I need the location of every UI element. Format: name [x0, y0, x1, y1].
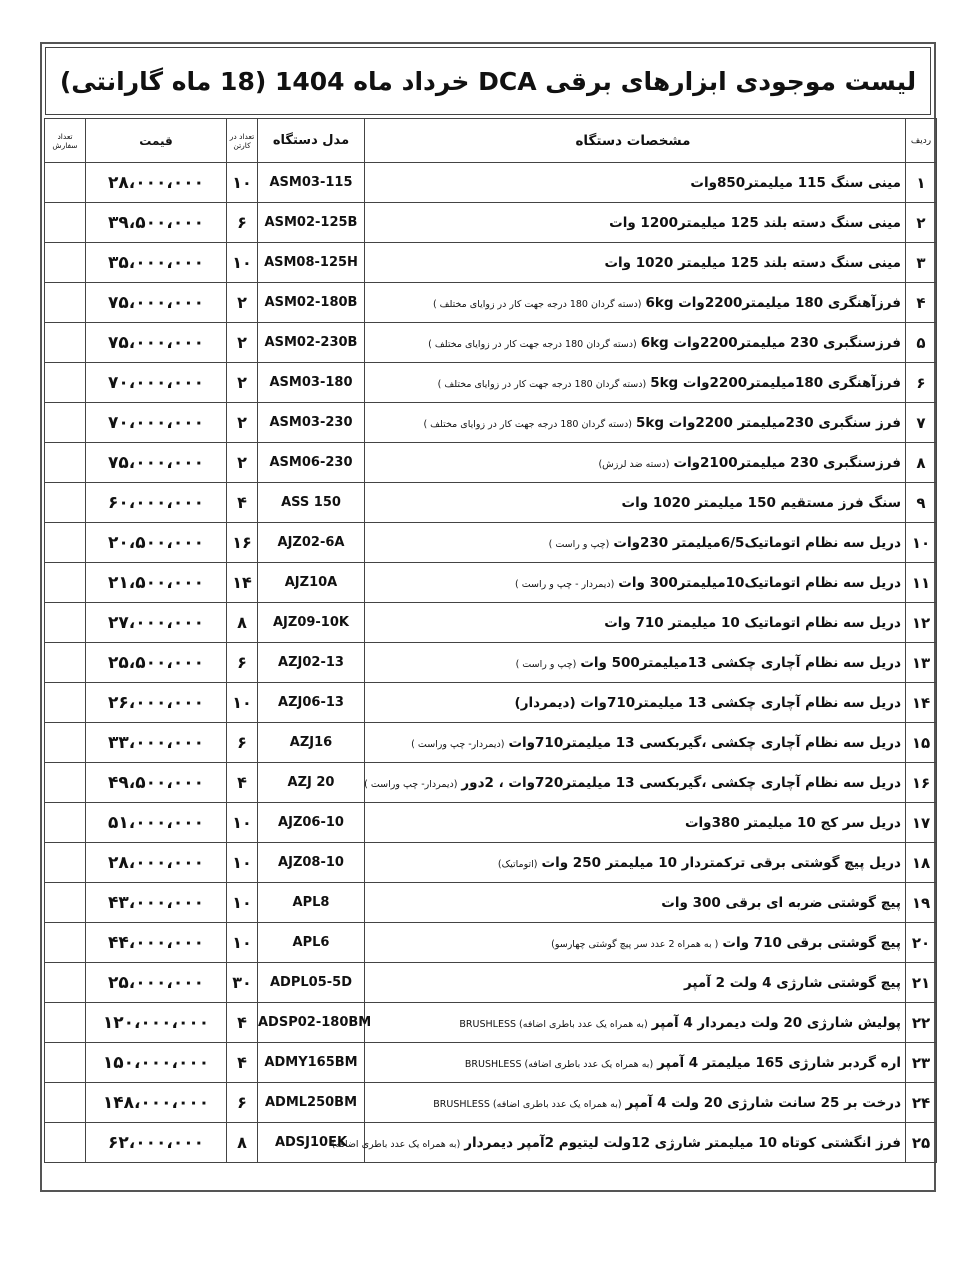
- row-order-qty-input[interactable]: [45, 443, 86, 483]
- row-price: ۷۵،۰۰۰،۰۰۰: [86, 283, 227, 323]
- row-description-cell: [365, 283, 906, 323]
- row-description: اره گردبر شارژی 165 میلیمتر 4 آمپر: [657, 1054, 901, 1071]
- row-model: AZJ16: [258, 723, 365, 763]
- row-description-cell: [365, 603, 906, 643]
- row-model: AJZ10A: [258, 563, 365, 603]
- row-number: ۱: [906, 163, 937, 203]
- row-order-qty-input[interactable]: [45, 603, 86, 643]
- row-model: ASM03-180: [258, 363, 365, 403]
- row-price: ۲۸،۰۰۰،۰۰۰: [86, 843, 227, 883]
- row-description: مینی سنگ دسته بلند 125 میلیمتر 1020 وات: [604, 254, 901, 271]
- row-model: AJZ06-10: [258, 803, 365, 843]
- row-price: ۲۰،۵۰۰،۰۰۰: [86, 523, 227, 563]
- row-description-cell: [365, 1043, 906, 1083]
- row-number: ۸: [906, 443, 937, 483]
- row-model: ASM02-125B: [258, 203, 365, 243]
- row-price: ۵۱،۰۰۰،۰۰۰: [86, 803, 227, 843]
- row-order-qty-input[interactable]: [45, 1043, 86, 1083]
- row-price: ۲۷،۰۰۰،۰۰۰: [86, 603, 227, 643]
- row-description-cell: [365, 643, 906, 683]
- row-description: دریل سه نظام آچاری چکشی ،گیربکسی 13 میلیمتر710وات: [508, 734, 901, 751]
- row-model: ADSJ10EK: [258, 1123, 365, 1163]
- row-carton-qty: ۴: [227, 1043, 258, 1083]
- row-number: ۱۴: [906, 683, 937, 723]
- row-description: مینی سنگ 115 میلیمتر850وات: [690, 174, 901, 191]
- row-carton-qty: ۲: [227, 403, 258, 443]
- row-note: (دیمردار - چپ و راست ): [514, 578, 615, 590]
- row-price: ۷۵،۰۰۰،۰۰۰: [86, 323, 227, 363]
- row-carton-qty: ۳۰: [227, 963, 258, 1003]
- row-carton-qty: ۱۰: [227, 843, 258, 883]
- header-carton-qty: تعداد در کارتن: [227, 119, 258, 163]
- price-list-sheet: [40, 42, 936, 1192]
- table-row: [45, 963, 937, 1003]
- row-number: ۱۱: [906, 563, 937, 603]
- row-price: ۷۰،۰۰۰،۰۰۰: [86, 403, 227, 443]
- row-price: ۴۳،۰۰۰،۰۰۰: [86, 883, 227, 923]
- row-description: دریل سه نظام آچاری چکشی ،گیربکسی 13 میلیمتر720وات ، 2دور: [461, 774, 901, 791]
- table-body: [45, 163, 937, 1163]
- header-order-qty: تعداد سفارش: [45, 119, 86, 163]
- row-description-cell: [365, 483, 906, 523]
- row-price: ۳۳،۰۰۰،۰۰۰: [86, 723, 227, 763]
- row-carton-qty: ۲: [227, 283, 258, 323]
- row-order-qty-input[interactable]: [45, 923, 86, 963]
- row-carton-qty: ۶: [227, 1083, 258, 1123]
- row-description-cell: [365, 923, 906, 963]
- row-note: (به همراه یک عدد باطری اضافه) BRUSHLESS: [464, 1058, 654, 1070]
- row-note: (دسته گردان 180 درجه جهت کار در زوایای مختلف ): [428, 338, 637, 350]
- row-description-cell: [365, 1003, 906, 1043]
- row-description-cell: [365, 363, 906, 403]
- row-description: دریل سه نظام اتوماتیک10میلیمتر300 وات: [618, 574, 901, 591]
- table-header-row: [45, 119, 937, 163]
- row-order-qty-input[interactable]: [45, 363, 86, 403]
- row-order-qty-input[interactable]: [45, 763, 86, 803]
- row-description: سنگ فرز مستقیم 150 میلیمتر 1020 وات: [621, 494, 901, 511]
- table-row: [45, 323, 937, 363]
- table-row: [45, 363, 937, 403]
- row-price: ۷۵،۰۰۰،۰۰۰: [86, 443, 227, 483]
- row-model: APL8: [258, 883, 365, 923]
- row-description-cell: [365, 683, 906, 723]
- page-title: لیست موجودی ابزارهای برقی DCA خرداد ماه 1404 (18 ماه گارانتی): [59, 66, 917, 96]
- row-description: پولیش شارژی 20 ولت دیمردار 4 آمپر: [651, 1014, 901, 1031]
- row-carton-qty: ۱۶: [227, 523, 258, 563]
- table-row: [45, 443, 937, 483]
- row-order-qty-input[interactable]: [45, 323, 86, 363]
- row-price: ۱۲۰،۰۰۰،۰۰۰: [86, 1003, 227, 1043]
- row-model: ASM02-230B: [258, 323, 365, 363]
- row-order-qty-input[interactable]: [45, 283, 86, 323]
- row-description-cell: [365, 883, 906, 923]
- row-order-qty-input[interactable]: [45, 1003, 86, 1043]
- row-note: ( به همراه 2 عدد سر پیچ گوشتی چهارسو): [551, 938, 719, 950]
- row-carton-qty: ۱۰: [227, 883, 258, 923]
- table-row: [45, 603, 937, 643]
- inventory-table: [44, 118, 937, 1163]
- row-description: دریل سه نظام اتوماتیک 10 میلیمتر 710 وات: [604, 614, 901, 631]
- row-order-qty-input[interactable]: [45, 843, 86, 883]
- table-row: [45, 403, 937, 443]
- row-order-qty-input[interactable]: [45, 803, 86, 843]
- row-price: ۱۵۰،۰۰۰،۰۰۰: [86, 1043, 227, 1083]
- row-model: ASS 150: [258, 483, 365, 523]
- row-number: ۱۵: [906, 723, 937, 763]
- row-model: ASM08-125H: [258, 243, 365, 283]
- row-note: (اتوماتیک): [497, 858, 538, 870]
- row-number: ۱۰: [906, 523, 937, 563]
- row-description: فرزآهنگری 180 میلیمتر2200وات 6kg: [645, 294, 901, 311]
- table-row: [45, 563, 937, 603]
- row-price: ۲۶،۰۰۰،۰۰۰: [86, 683, 227, 723]
- row-number: ۹: [906, 483, 937, 523]
- row-price: ۴۹،۵۰۰،۰۰۰: [86, 763, 227, 803]
- row-description: درخت بر 25 سانت شارژی 20 ولت 4 آمپر: [625, 1094, 901, 1111]
- row-carton-qty: ۸: [227, 603, 258, 643]
- table-row: [45, 283, 937, 323]
- title-box: [45, 47, 931, 115]
- table-row: [45, 763, 937, 803]
- row-number: ۲: [906, 203, 937, 243]
- row-price: ۳۹،۵۰۰،۰۰۰: [86, 203, 227, 243]
- row-carton-qty: ۱۰: [227, 803, 258, 843]
- row-number: ۲۰: [906, 923, 937, 963]
- row-description-cell: [365, 563, 906, 603]
- row-number: ۱۹: [906, 883, 937, 923]
- row-order-qty-input[interactable]: [45, 683, 86, 723]
- row-number: ۲۴: [906, 1083, 937, 1123]
- row-note: (دسته ضد لرزش): [598, 458, 670, 470]
- row-description-cell: [365, 803, 906, 843]
- row-description-cell: [365, 403, 906, 443]
- row-carton-qty: ۶: [227, 643, 258, 683]
- row-model: AJZ08-10: [258, 843, 365, 883]
- row-price: ۱۴۸،۰۰۰،۰۰۰: [86, 1083, 227, 1123]
- row-price: ۲۸،۰۰۰،۰۰۰: [86, 163, 227, 203]
- row-price: ۲۵،۰۰۰،۰۰۰: [86, 963, 227, 1003]
- row-number: ۱۲: [906, 603, 937, 643]
- row-description-cell: [365, 243, 906, 283]
- table-row: [45, 483, 937, 523]
- row-price: ۲۵،۵۰۰،۰۰۰: [86, 643, 227, 683]
- table-row: [45, 163, 937, 203]
- row-carton-qty: ۶: [227, 203, 258, 243]
- row-order-qty-input[interactable]: [45, 643, 86, 683]
- row-number: ۱۳: [906, 643, 937, 683]
- row-description-cell: [365, 843, 906, 883]
- row-price: ۴۴،۰۰۰،۰۰۰: [86, 923, 227, 963]
- row-price: ۷۰،۰۰۰،۰۰۰: [86, 363, 227, 403]
- table-row: [45, 883, 937, 923]
- row-number: ۲۱: [906, 963, 937, 1003]
- table-row: [45, 243, 937, 283]
- row-order-qty-input[interactable]: [45, 523, 86, 563]
- row-note: (دیمردار- چپ وراست ): [411, 738, 505, 750]
- row-description: فرز انگشتی کوتاه 10 میلیمتر شارژی 12ولت لیتیوم 2آمپر دیمردار: [464, 1134, 901, 1151]
- table-row: [45, 643, 937, 683]
- row-description-cell: [365, 163, 906, 203]
- row-description: پیچ گوشتی برقی 710 وات: [722, 934, 901, 951]
- row-number: ۱۶: [906, 763, 937, 803]
- row-note: (چپ و راست ): [548, 538, 610, 550]
- table-row: [45, 923, 937, 963]
- row-model: ASM03-230: [258, 403, 365, 443]
- row-description: دریل سه نظام آچاری چکشی 13میلیمتر500 وات: [580, 654, 901, 671]
- row-carton-qty: ۱۰: [227, 163, 258, 203]
- row-order-qty-input[interactable]: [45, 203, 86, 243]
- row-number: ۲۳: [906, 1043, 937, 1083]
- row-note: (دیمردار- چپ وراست ): [364, 778, 458, 790]
- row-model: ADPL05-5D: [258, 963, 365, 1003]
- row-model: AJZ09-10K: [258, 603, 365, 643]
- row-carton-qty: ۶: [227, 723, 258, 763]
- row-description-cell: [331, 1123, 906, 1163]
- row-note: (دسته گردان 180 درجه جهت کار در زوایای مختلف ): [423, 418, 632, 430]
- table-row: [45, 203, 937, 243]
- table-row: [45, 843, 937, 883]
- row-order-qty-input[interactable]: [45, 563, 86, 603]
- row-order-qty-input[interactable]: [45, 483, 86, 523]
- row-model: APL6: [258, 923, 365, 963]
- row-model: AZJ06-13: [258, 683, 365, 723]
- row-description: دریل سر کج 10 میلیمتر 380وات: [684, 814, 901, 831]
- row-number: ۷: [906, 403, 937, 443]
- row-order-qty-input[interactable]: [45, 1083, 86, 1123]
- row-model: AZJ 20: [258, 763, 365, 803]
- row-note: (چپ و راست ): [515, 658, 577, 670]
- row-note: (به همراه یک عدد باطری اضافه): [331, 1138, 461, 1150]
- row-order-qty-input[interactable]: [45, 723, 86, 763]
- row-note: (دسته گردان 180 درجه جهت کار در زوایای مختلف ): [437, 378, 647, 390]
- row-description: مینی سنگ دسته بلند 125 میلیمتر1200 وات: [609, 214, 901, 231]
- header-model: مدل دستگاه: [258, 119, 365, 163]
- row-description-cell: [365, 443, 906, 483]
- row-order-qty-input[interactable]: [45, 403, 86, 443]
- row-carton-qty: ۴: [227, 483, 258, 523]
- row-description: فرزسنگبری 230 میلیمتر2100وات: [673, 454, 901, 471]
- table-row: [45, 803, 937, 843]
- row-model: ASM06-230: [258, 443, 365, 483]
- row-carton-qty: ۴: [227, 1003, 258, 1043]
- row-description-cell: [365, 1083, 906, 1123]
- row-carton-qty: ۱۰: [227, 923, 258, 963]
- row-description-cell: [365, 523, 906, 563]
- row-number: ۳: [906, 243, 937, 283]
- row-carton-qty: ۱۴: [227, 563, 258, 603]
- row-carton-qty: ۱۰: [227, 683, 258, 723]
- table-row: [45, 1003, 937, 1043]
- row-price: ۶۲،۰۰۰،۰۰۰: [86, 1123, 227, 1163]
- row-number: ۱۷: [906, 803, 937, 843]
- row-model: ADML250BM: [258, 1083, 365, 1123]
- row-description-cell: [365, 723, 906, 763]
- row-note: (دسته گردان 180 درجه جهت کار در زوایای مختلف ): [432, 298, 642, 310]
- row-order-qty-input[interactable]: [45, 1123, 86, 1163]
- row-note: (به همراه یک عدد باطری اضافه) BRUSHLESS: [433, 1098, 622, 1110]
- row-price: ۲۱،۵۰۰،۰۰۰: [86, 563, 227, 603]
- row-description: پیچ گوشتی ضربه ای برقی 300 وات: [661, 894, 901, 911]
- row-price: ۶۰،۰۰۰،۰۰۰: [86, 483, 227, 523]
- row-model: AZJ02-13: [258, 643, 365, 683]
- row-order-qty-input[interactable]: [45, 883, 86, 923]
- row-carton-qty: ۲: [227, 443, 258, 483]
- table-row: [45, 723, 937, 763]
- row-carton-qty: ۲: [227, 363, 258, 403]
- row-carton-qty: ۸: [227, 1123, 258, 1163]
- row-model: ADSP02-180BM: [258, 1003, 365, 1043]
- row-number: ۲۵: [906, 1123, 937, 1163]
- row-description: پیچ گوشتی شارژی 4 ولت 2 آمپر: [683, 974, 901, 991]
- row-number: ۴: [906, 283, 937, 323]
- table-row: [45, 1123, 937, 1163]
- row-number: ۱۸: [906, 843, 937, 883]
- row-description: فرزسنگبری 230 میلیمتر2200وات 6kg: [640, 334, 901, 351]
- row-description-cell: [365, 963, 906, 1003]
- row-description: فرزآهنگری 180میلیمتر2200وات 5kg: [650, 374, 901, 391]
- row-description-cell: [365, 763, 906, 803]
- row-description-cell: [365, 203, 906, 243]
- row-description: دریل پیچ گوشتی برقی ترکمتردار 10 میلیمتر 250 وات: [541, 854, 901, 871]
- row-description: دریل سه نظام آچاری چکشی 13 میلیمتر710وات (دیمردار): [514, 694, 901, 711]
- row-price: ۳۵،۰۰۰،۰۰۰: [86, 243, 227, 283]
- table-row: [45, 1043, 937, 1083]
- header-row-number: ردیف: [906, 119, 937, 163]
- row-carton-qty: ۴: [227, 763, 258, 803]
- header-price: قیمت: [86, 119, 227, 163]
- row-description-cell: [365, 323, 906, 363]
- table-row: [45, 1083, 937, 1123]
- row-order-qty-input[interactable]: [45, 963, 86, 1003]
- row-description: فرز سنگبری 230میلیمتر 2200وات 5kg: [636, 414, 901, 431]
- row-carton-qty: ۱۰: [227, 243, 258, 283]
- row-model: ADMY165BM: [258, 1043, 365, 1083]
- row-description: دریل سه نظام اتوماتیک6/5میلیمتر 230وات: [613, 534, 901, 551]
- row-model: ASM02-180B: [258, 283, 365, 323]
- table-row: [45, 683, 937, 723]
- row-carton-qty: ۲: [227, 323, 258, 363]
- row-order-qty-input[interactable]: [45, 163, 86, 203]
- row-order-qty-input[interactable]: [45, 243, 86, 283]
- row-number: ۵: [906, 323, 937, 363]
- row-model: ASM03-115: [258, 163, 365, 203]
- row-number: ۲۲: [906, 1003, 937, 1043]
- row-note: (به همراه یک عدد باطری اضافه) BRUSHLESS: [459, 1018, 648, 1030]
- row-number: ۶: [906, 363, 937, 403]
- row-model: AJZ02-6A: [258, 523, 365, 563]
- table-row: [45, 523, 937, 563]
- header-description: مشخصات دستگاه: [365, 119, 906, 163]
